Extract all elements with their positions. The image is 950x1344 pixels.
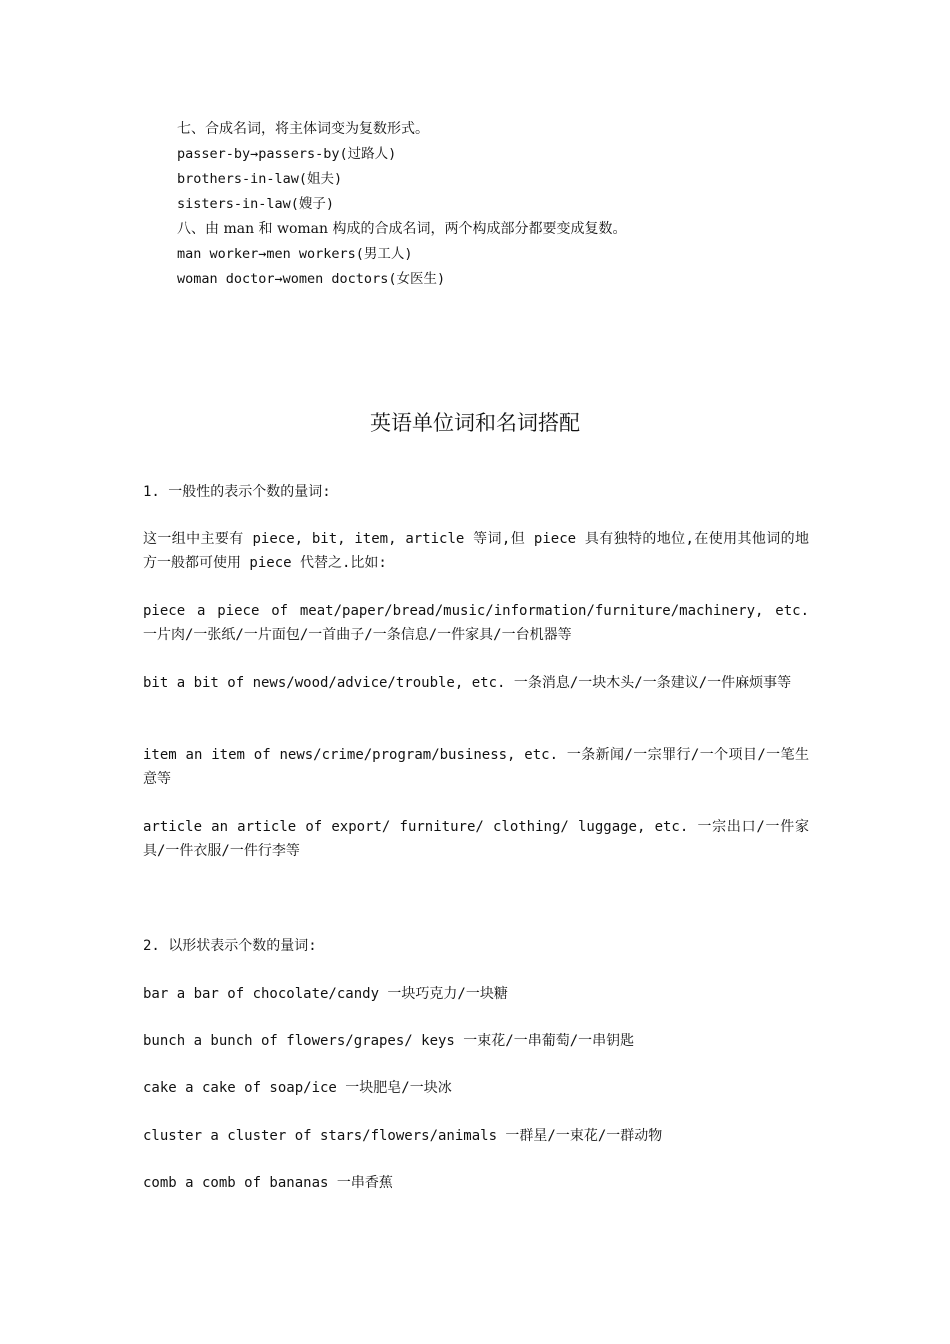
section-1-intro: 这一组中主要有 piece, bit, item, article 等词,但 piece 具有独特的地位,在使用其他词的地方一般都可使用 piece 代替之.比如: (143, 531, 809, 571)
example-line: sisters-in-law(嫂子) (177, 196, 335, 212)
compound-noun-rules (177, 117, 877, 292)
example-line: man worker→men workers(男工人) (177, 246, 413, 262)
example-line: brothers-in-law(姐夫) (177, 171, 343, 187)
list-item: article an article of export/ furniture/ clothing/ luggage, etc. 一宗出口/一件家具/一件衣服/一件行李等 (143, 819, 809, 859)
example-line: woman doctor→women doctors(女医生) (177, 271, 446, 287)
list-item: item an item of news/crime/program/business, etc. 一条新闻/一宗罪行/一个项目/一笔生意等 (143, 747, 809, 787)
list-item: bunch a bunch of flowers/grapes/ keys 一束花/一串葡萄/一串钥匙 (143, 1033, 635, 1049)
list-item: piece a piece of meat/paper/bread/music/information/furniture/machinery, etc. 一片肉/一张纸/一片面包/一首曲子/一条信息/一件家具/一台机器等 (143, 603, 809, 643)
section-1-heading: 1. 一般性的表示个数的量词: (143, 484, 331, 500)
rule-heading-eight: 八、由 man 和 woman 构成的合成名词，两个构成部分都要变成复数。 (177, 221, 627, 237)
list-item: cluster a cluster of stars/flowers/animals 一群星/一束花/一群动物 (143, 1128, 663, 1144)
example-line: passer-by→passers-by(过路人) (177, 146, 397, 162)
list-item: cake a cake of soap/ice 一块肥皂/一块冰 (143, 1080, 452, 1096)
page-title: 英语单位词和名词搭配 (370, 411, 580, 435)
list-item: comb a comb of bananas 一串香蕉 (143, 1175, 393, 1191)
rule-heading-seven: 七、合成名词，将主体词变为复数形式。 (177, 121, 429, 137)
list-item: bit a bit of news/wood/advice/trouble, etc. 一条消息/一块木头/一条建议/一件麻烦事等 (143, 675, 792, 691)
section-2-heading: 2. 以形状表示个数的量词: (143, 938, 317, 954)
list-item: bar a bar of chocolate/candy 一块巧克力/一块糖 (143, 986, 508, 1002)
